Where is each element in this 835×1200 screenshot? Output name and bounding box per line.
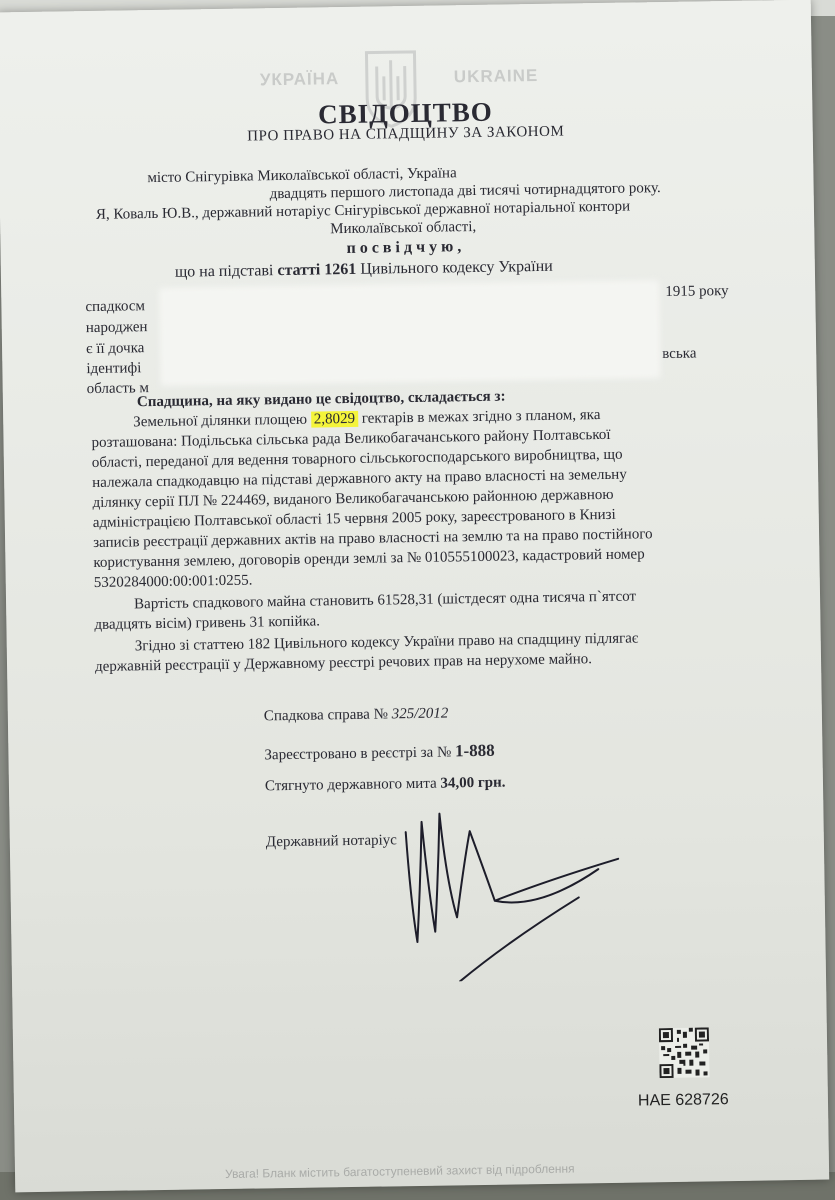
registry-line <box>264 741 495 765</box>
basis-article: статті 1261 <box>277 260 357 280</box>
intro-city: місто Снігурівка Миколаївської області, Україна <box>147 165 457 187</box>
blank-serial-number: НАЕ 628726 <box>637 1091 729 1110</box>
estate-line-6: адміністрацією Полтавської області 15 червня 2005 року, зареєстрованого в Книзі <box>92 506 616 532</box>
redacted-personal-data <box>159 280 660 386</box>
registration-line-1: Згідно зі статтею 182 Цивільного кодексу України право на спадщину підлягає <box>134 630 639 655</box>
basis-suffix: Цивільного кодексу України <box>360 257 553 278</box>
estate-line-7: записів реєстрації державних актів на право власності на землю та на право постійного <box>93 526 653 552</box>
heir-line-5-left: область м <box>86 380 150 398</box>
emblem-label-ukraine-en: UKRAINE <box>453 65 539 87</box>
intro-basis <box>175 258 553 282</box>
basis-prefix: що на підставі <box>174 262 274 281</box>
fee-value: 34,00 грн. <box>440 774 506 792</box>
heir-line-4-right: вська <box>662 345 697 363</box>
intro-date: двадцять першого листопада дві тисячі чотирнадцятого року. <box>269 180 661 203</box>
estate-line-8: користування землею, договорів оренди землі за № 010555100023, кадастровий номер <box>93 546 645 572</box>
notary-signature <box>397 788 660 982</box>
registry-label: Зареєстровано в реєстрі за № <box>264 744 452 764</box>
security-note: Увага! Бланк містить багатоступеневий захист від підроблення <box>224 1161 575 1182</box>
land-area-highlight: 2,8029 <box>311 411 358 428</box>
intro-certify: посвідчую, <box>346 238 466 258</box>
intro-region: Миколаївської області, <box>330 218 477 238</box>
fee-label: Стягнуто державного мита <box>264 775 437 795</box>
notary-signature-label: Державний нотаріус <box>265 832 398 851</box>
case-number-line <box>264 705 449 725</box>
estate-value-line-1: Вартість спадкового майна становить 61528,31 (шістдесят одна тисяча п`ятсот <box>133 588 637 613</box>
estate-line-9: 5320284000:00:001:0255. <box>93 572 253 592</box>
emblem-label-ukraine-ua: УКРАЇНА <box>259 69 340 90</box>
heir-line-2-left: народжен <box>85 319 148 337</box>
estate-heading: Спадщина, на яку видано це свідоцтво, складається з: <box>136 388 506 411</box>
estate-line-5: ділянку серії ПЛ № 224469, виданого Великобагачанською районною державною <box>92 486 614 512</box>
estate-line-3: області, переданої для ведення товарного сільськогосподарського виробництва, що <box>91 446 623 472</box>
heir-line-1-right: 1915 року <box>665 283 729 300</box>
registration-line-2: державній реєстрації у Державному реєстрі речових прав на нерухоме майно. <box>94 651 593 676</box>
estate-line-1-post: гектарів в межах згідно з планом, яка <box>361 407 601 427</box>
case-number: 325/2012 <box>391 705 449 723</box>
estate-line-1-pre: Земельної ділянки площею <box>133 411 308 431</box>
heir-line-4-left: ідентифі <box>86 360 142 378</box>
estate-value-line-2: двадцять вісім) гривень 31 копійка. <box>94 613 321 634</box>
intro-notary: Я, Коваль Ю.В., державний нотаріус Снігурівської державної нотаріальної контори <box>95 198 631 223</box>
heir-line-3-left: є її дочка <box>85 340 145 358</box>
registry-number: 1-888 <box>454 740 495 761</box>
qr-code-icon <box>659 1027 710 1078</box>
heir-line-1-left: спадкосм <box>85 298 146 316</box>
document-title: СВІДОЦТВО <box>317 96 493 130</box>
estate-line-2: розташована: Подільська сільська рада Великобагачанського району Полтавської <box>91 426 611 452</box>
case-label: Спадкова справа № <box>263 706 389 725</box>
estate-line-4: належала спадкодавцю на підставі державного акту на право власності на земельну <box>92 466 627 492</box>
document-subtitle: ПРО ПРАВО НА СПАДЩИНУ ЗА ЗАКОНОМ <box>247 123 565 145</box>
